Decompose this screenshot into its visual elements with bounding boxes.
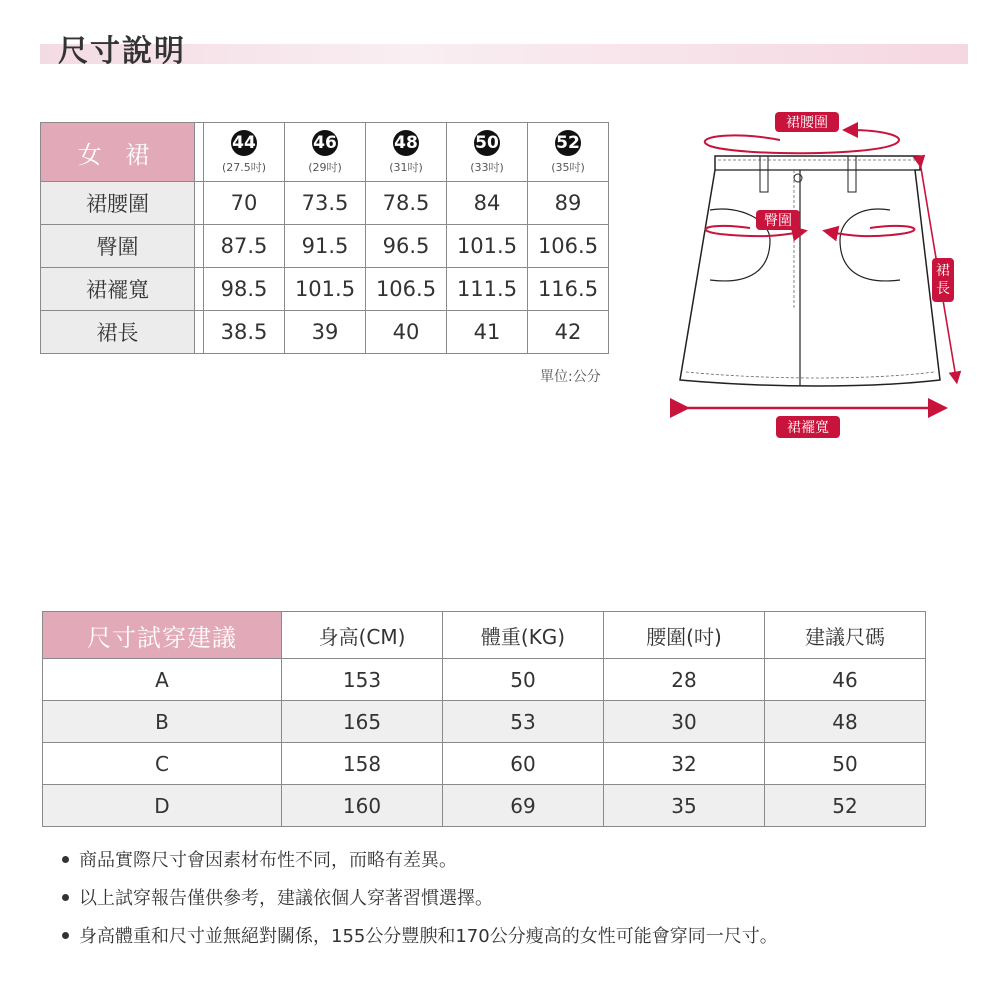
fit-row-b [43,701,926,743]
cell: 158 [282,743,443,785]
header-weight: 體重(KG) [443,612,604,659]
cell: 50 [765,743,926,785]
size-table [40,122,609,354]
hem-tag-label: 裙襬寬 [787,420,829,436]
row-label: 裙長 [41,311,195,354]
cell: 96.5 [366,225,447,268]
page-title: 尺寸說明 [58,34,186,69]
size-badge: 50 [474,130,500,156]
cell: 28 [604,659,765,701]
cell: 50 [443,659,604,701]
size-badge: 48 [393,130,419,156]
header-height: 身高(CM) [282,612,443,659]
cell: 87.5 [204,225,285,268]
size-table-header [41,123,609,182]
size-col-50 [447,123,528,182]
fit-row-c [43,743,926,785]
cell: 106.5 [528,225,609,268]
fit-table [42,611,926,827]
cell: 52 [765,785,926,827]
size-row-waist [41,182,609,225]
cell: 91.5 [285,225,366,268]
cell: 42 [528,311,609,354]
note-item [62,886,778,924]
row-label: 臀圍 [41,225,195,268]
size-inch: (35吋) [551,161,585,174]
bullet-icon [62,894,69,901]
size-badge: 52 [555,130,581,156]
cell: 48 [765,701,926,743]
cell: 60 [443,743,604,785]
cell: 46 [765,659,926,701]
cell: 111.5 [447,268,528,311]
cell: 160 [282,785,443,827]
size-col-52 [528,123,609,182]
cell: 101.5 [285,268,366,311]
notes-list [62,848,778,962]
bullet-icon [62,856,69,863]
size-col-44 [204,123,285,182]
cell: 32 [604,743,765,785]
size-table-corner: 女 裙 [41,123,195,182]
cell: 30 [604,701,765,743]
cell: 73.5 [285,182,366,225]
unit-note: 單位:公分 [540,369,601,385]
fit-row-name: B [43,701,282,743]
size-inch: (33吋) [470,161,504,174]
row-label: 裙腰圍 [41,182,195,225]
size-row-hip [41,225,609,268]
fit-row-name: D [43,785,282,827]
cell: 106.5 [366,268,447,311]
header-waist: 腰圍(吋) [604,612,765,659]
cell: 89 [528,182,609,225]
length-tag-char-2: 長 [936,281,950,297]
size-inch: (27.5吋) [221,161,267,174]
cell: 69 [443,785,604,827]
note-text: 商品實際尺寸會因素材布性不同，而略有差異。 [79,850,457,871]
size-col-46 [285,123,366,182]
cell: 70 [204,182,285,225]
cell: 35 [604,785,765,827]
fit-table-header [43,612,926,659]
cell: 153 [282,659,443,701]
cell: 84 [447,182,528,225]
size-col-48 [366,123,447,182]
skirt-diagram [670,110,970,440]
size-row-hem [41,268,609,311]
size-badge: 44 [231,130,257,156]
header-size: 建議尺碼 [765,612,926,659]
fit-row-a [43,659,926,701]
size-badge: 46 [312,130,338,156]
cell: 165 [282,701,443,743]
cell: 41 [447,311,528,354]
fit-row-d [43,785,926,827]
bullet-icon [62,932,69,939]
length-tag-char-1: 裙 [936,263,950,279]
fit-row-name: C [43,743,282,785]
size-row-length [41,311,609,354]
size-inch: (31吋) [389,161,423,174]
note-item [62,848,778,886]
note-text: 以上試穿報告僅供參考，建議依個人穿著習慣選擇。 [79,888,493,909]
cell: 78.5 [366,182,447,225]
cell: 38.5 [204,311,285,354]
cell: 40 [366,311,447,354]
waist-arrow [705,130,899,153]
cell: 39 [285,311,366,354]
cell: 53 [443,701,604,743]
cell: 101.5 [447,225,528,268]
note-item [62,924,778,962]
waist-tag-label: 裙腰圍 [786,115,828,131]
note-text: 身高體重和尺寸並無絕對關係，155公分豐腴和170公分瘦高的女性可能會穿同一尺寸。 [79,926,778,947]
skirt-outline [680,156,940,386]
size-inch: (29吋) [308,161,342,174]
fit-row-name: A [43,659,282,701]
cell: 116.5 [528,268,609,311]
row-label: 裙襬寬 [41,268,195,311]
fit-table-corner: 尺寸試穿建議 [43,612,282,659]
cell: 98.5 [204,268,285,311]
hip-tag-label: 臀圍 [764,213,792,229]
